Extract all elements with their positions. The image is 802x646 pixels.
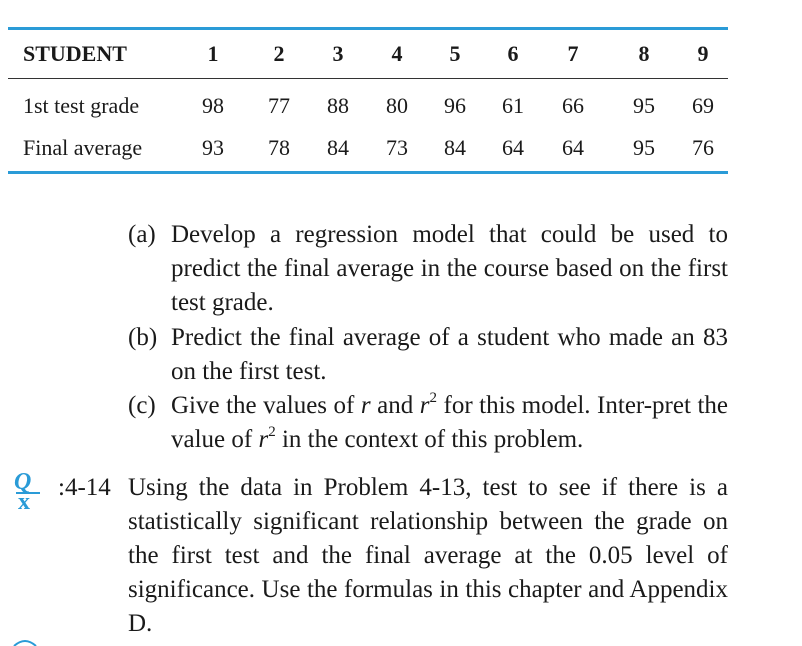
table-cell: 76 [692, 135, 714, 160]
table-cell: 95 [633, 135, 655, 160]
table-cell: 93 [202, 135, 224, 160]
svg-text:Q: Q [14, 469, 32, 495]
table-header-rule [8, 78, 728, 79]
part-c [128, 389, 728, 457]
column-header: 8 [638, 41, 650, 66]
row-label: 1st test grade [23, 93, 140, 118]
table-cell: 64 [502, 135, 524, 160]
table-cell: 73 [386, 135, 408, 160]
table-cell: 66 [562, 93, 584, 118]
part-text-segment: and [370, 392, 420, 419]
part-text: Predict the final average of a student who made an 83 on the first test. [171, 324, 728, 385]
column-header: 4 [391, 41, 403, 66]
part-b [128, 321, 728, 389]
problem-text: Using the data in Problem 4-13, test to see if there is a statistically significant relationship between the grade on the first test and the final average at the 0.05 level of significance. Use the formulas in this chapter and Appendix D. [128, 474, 728, 637]
table-cell: 96 [444, 93, 466, 118]
column-header: 1 [207, 41, 219, 66]
table-cell: 64 [562, 135, 584, 160]
superscript: 2 [268, 423, 276, 440]
column-header: 2 [273, 41, 285, 66]
table-bottom-rule [8, 171, 728, 174]
variable-r: r [419, 392, 430, 419]
column-header: 6 [507, 41, 519, 66]
variable-r: r [258, 426, 269, 453]
table-top-rule [8, 27, 728, 30]
part-label: (c) [128, 392, 156, 419]
problem-4-14 [8, 471, 728, 641]
part-label: (a) [128, 221, 156, 248]
table-cell: 88 [327, 93, 349, 118]
qm-software-icon-partial [10, 636, 40, 646]
part-a [128, 218, 728, 320]
part-label: (b) [128, 324, 158, 351]
table-cell: 77 [268, 93, 290, 118]
table-cell: 95 [633, 93, 655, 118]
column-header: 9 [697, 41, 709, 66]
table-cell: 84 [327, 135, 349, 160]
column-header: 3 [332, 41, 344, 66]
variable-r: r [360, 392, 371, 419]
table-cell: 69 [692, 93, 714, 118]
table-cell: 98 [202, 93, 224, 118]
table-cell: 84 [444, 135, 466, 160]
column-header: 7 [567, 41, 579, 66]
part-text-segment: in the context of this problem. [275, 426, 584, 453]
row-label: Final average [23, 135, 143, 160]
table-cell: 61 [502, 93, 524, 118]
part-text-segment: Give the values of [171, 392, 361, 419]
table-cell: 78 [268, 135, 290, 160]
svg-text:x: x [18, 489, 30, 511]
part-text: Develop a regression model that could be used to predict the final average in the course based on the first test grade. [171, 221, 728, 316]
part-text [171, 389, 728, 457]
column-header: 5 [449, 41, 461, 66]
problem-number: :4-14 [58, 474, 111, 501]
table-header-label: STUDENT [23, 41, 127, 66]
part-text-segment: for this model. Inter-pret the value of [171, 392, 728, 453]
superscript: 2 [429, 389, 437, 406]
table-cell: 80 [386, 93, 408, 118]
